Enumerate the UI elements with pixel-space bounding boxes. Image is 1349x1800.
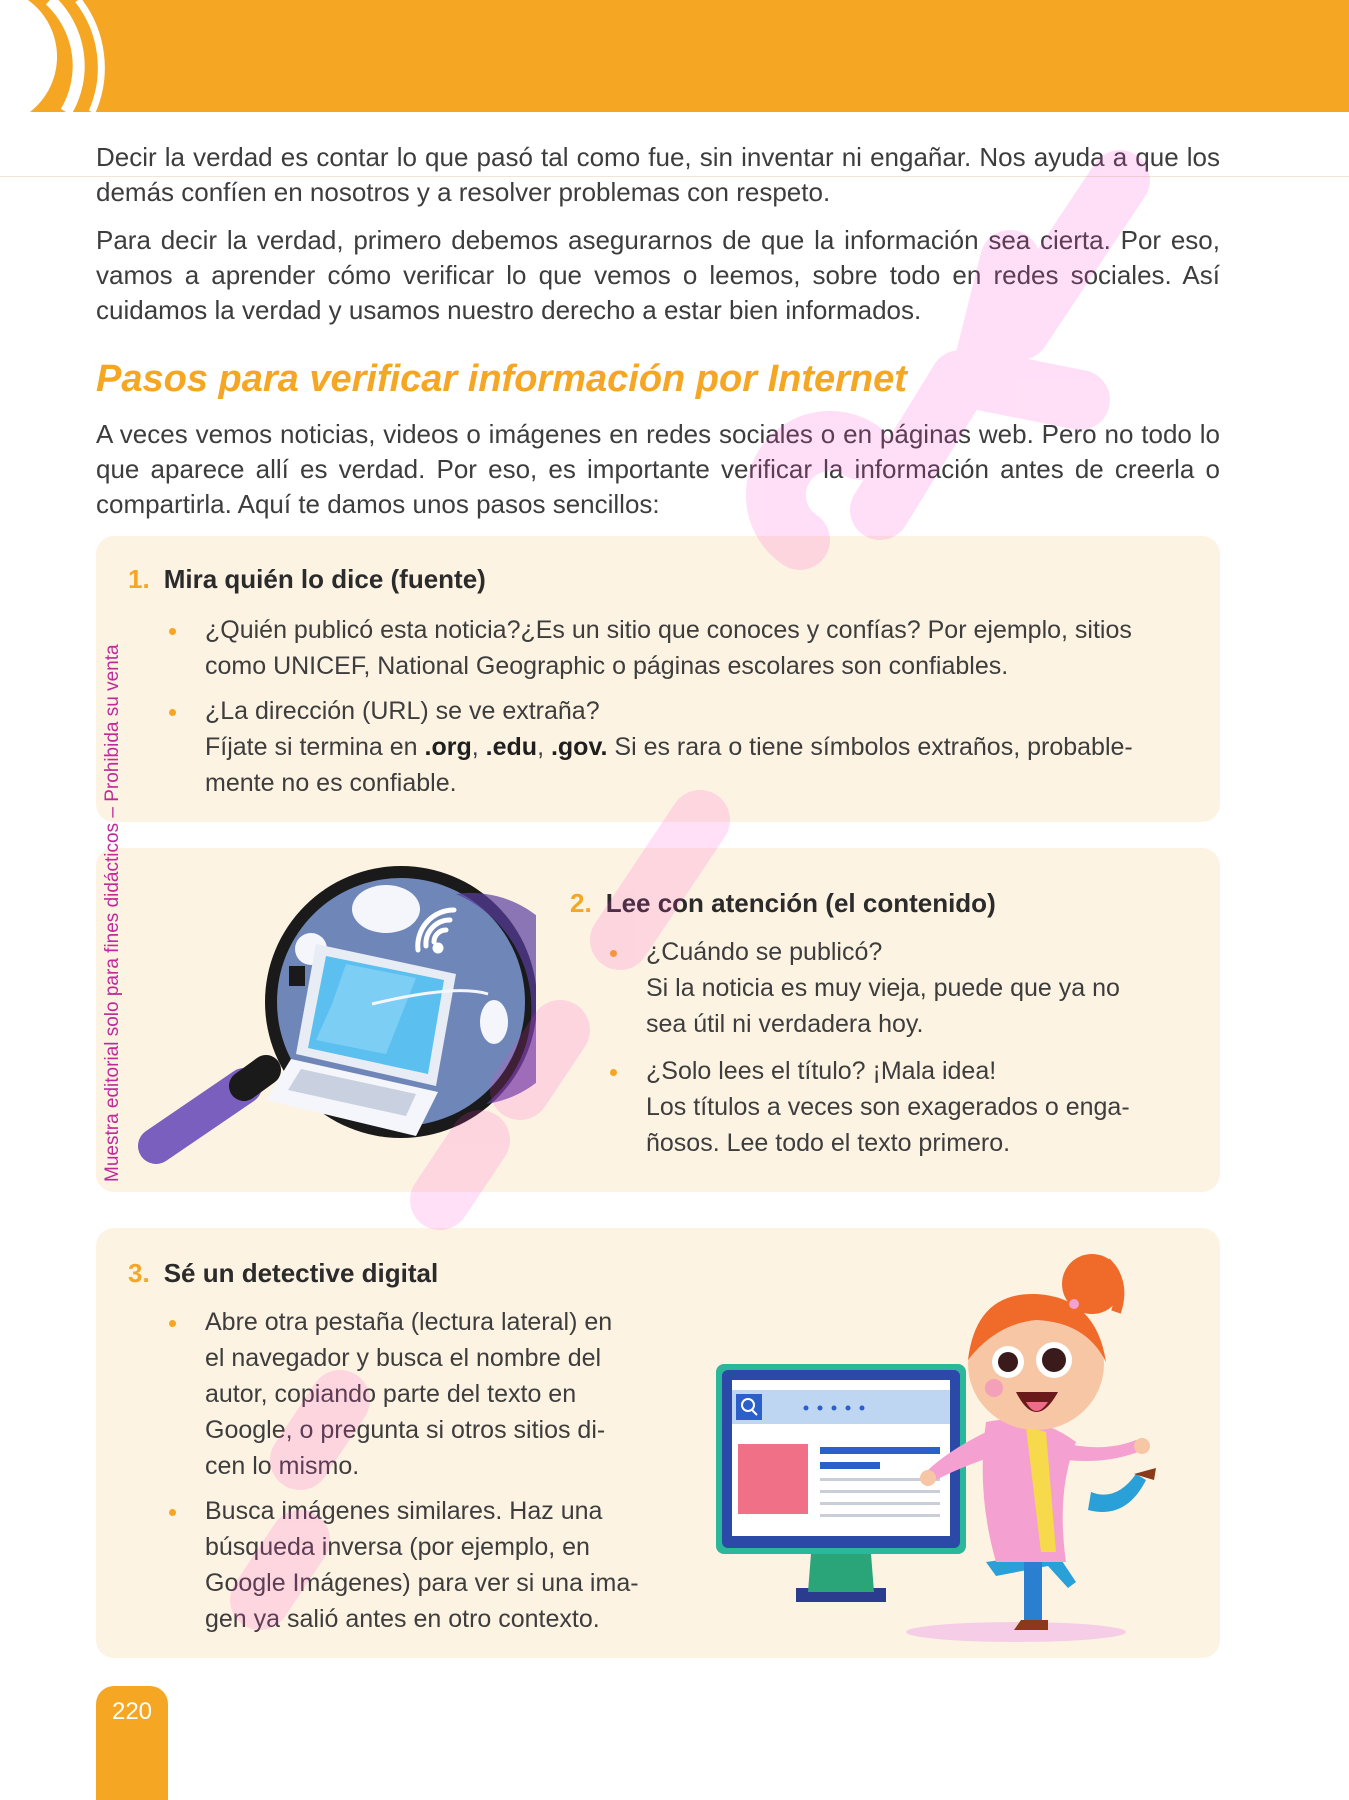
step-3-bullet-2: [205, 1493, 645, 1637]
bullet-line: Google Imágenes) para ver si una ima-: [205, 1569, 639, 1597]
bullet-line: ñosos. Lee todo el texto primero.: [646, 1129, 1011, 1157]
step-2-heading: [570, 888, 996, 919]
bullet-line: Busca imágenes similares. Haz una: [205, 1497, 603, 1525]
separator: ,: [471, 733, 486, 761]
step-1-bullet-1: [205, 612, 1187, 684]
bullet-text: Fíjate si termina en: [205, 733, 425, 761]
step-1-card: [96, 536, 1220, 822]
bullet-line: ¿La dirección (URL) se ve extraña?: [205, 697, 600, 725]
step-3-bullet-1: [205, 1304, 645, 1484]
girl-computer-illustration: [696, 1242, 1216, 1654]
bullet-line: Si la noticia es muy vieja, puede que ya no: [646, 974, 1120, 1002]
separator: ,: [537, 733, 551, 761]
step-2-title: Lee con atención (el contenido): [605, 888, 996, 918]
bullet-line: autor, copiando parte del texto en: [205, 1380, 577, 1408]
search-icon: [736, 1394, 762, 1420]
side-note-vertical: Muestra editorial solo para fines didácticos – Prohibida su venta: [102, 644, 123, 1182]
step-2-bullet-2: [646, 1053, 1166, 1161]
bullet-line: gen ya salió antes en otro contexto.: [205, 1605, 600, 1633]
step-2-card: [96, 848, 1220, 1192]
bullet-line: Los títulos a veces son exagerados o enga-: [646, 1093, 1130, 1121]
sd-card-icon: [289, 966, 305, 986]
page-number-tab: [96, 1686, 168, 1800]
section-title: Pasos para verificar información por Internet: [96, 358, 907, 400]
bullet-line: [205, 729, 1187, 765]
section-intro: A veces vemos noticias, videos o imágenes en redes sociales o en páginas web. Pero no todo lo que aparece allí es verdad. Por eso, es importante verificar la información antes de creerla o compartirla. Aquí te damos unos pasos sencillos:: [96, 419, 1220, 519]
bullet-line: mente no es confiable.: [205, 769, 457, 797]
bullet-line: ¿Cuándo se publicó?: [646, 938, 883, 966]
bullet-line: búsqueda inversa (por ejemplo, en: [205, 1533, 590, 1561]
bullet-line: Google, o pregunta si otros sitios di-: [205, 1416, 606, 1444]
domain-ext-org: .org: [424, 733, 472, 761]
intro-paragraph-1: Decir la verdad es contar lo que pasó tal como fue, sin inventar ni engañar. Nos ayuda a que los demás confíen en nosotros y a resolver problemas con respeto.: [96, 142, 1220, 207]
bullet-line: ¿Solo lees el título? ¡Mala idea!: [646, 1057, 997, 1085]
bullet-line: el navegador y busca el nombre del: [205, 1344, 602, 1372]
magnifier-laptop-illustration: [116, 854, 536, 1190]
step-1-title: Mira quién lo dice (fuente): [163, 564, 486, 594]
step-1-number: 1.: [128, 564, 150, 594]
bullet-text: Si es rara o tiene símbolos extraños, probable-: [607, 733, 1133, 761]
page-number: 220: [111, 1698, 153, 1725]
step-2-bullet-1: [646, 934, 1166, 1042]
header-arcs-decoration: [0, 0, 110, 112]
magnifier-handle-icon: [156, 1070, 266, 1146]
domain-ext-edu: .edu: [485, 733, 538, 761]
bullet-line: como UNICEF, National Geographic o páginas escolares son confiables.: [205, 652, 1009, 680]
header-band: [0, 0, 1349, 112]
step-1-bullet-2: [205, 693, 1187, 801]
step-3-number: 3.: [128, 1258, 150, 1288]
step-3-title: Sé un detective digital: [163, 1258, 439, 1288]
step-3-card: [96, 1228, 1220, 1658]
bullet-line: Abre otra pestaña (lectura lateral) en: [205, 1308, 613, 1336]
step-1-heading: [128, 564, 486, 595]
step-3-heading: [128, 1258, 438, 1289]
bullet-line: cen lo mismo.: [205, 1452, 360, 1480]
bullet-line: sea útil ni verdadera hoy.: [646, 1010, 924, 1038]
cloud-icon: [352, 885, 420, 933]
intro-paragraph-2: Para decir la verdad, primero debemos asegurarnos de que la información sea cierta. Por eso, vamos a aprender cómo verificar lo que vemos o leemos, sobre todo en redes sociales. Así cuidamos la verdad y usamos nuestro derecho a estar bien informados.: [96, 225, 1220, 325]
domain-ext-gov: .gov.: [550, 733, 608, 761]
bullet-line: ¿Quién publicó esta noticia?¿Es un sitio que conoces y confías? Por ejemplo, sitios: [205, 616, 1132, 644]
step-2-number: 2.: [570, 888, 592, 918]
